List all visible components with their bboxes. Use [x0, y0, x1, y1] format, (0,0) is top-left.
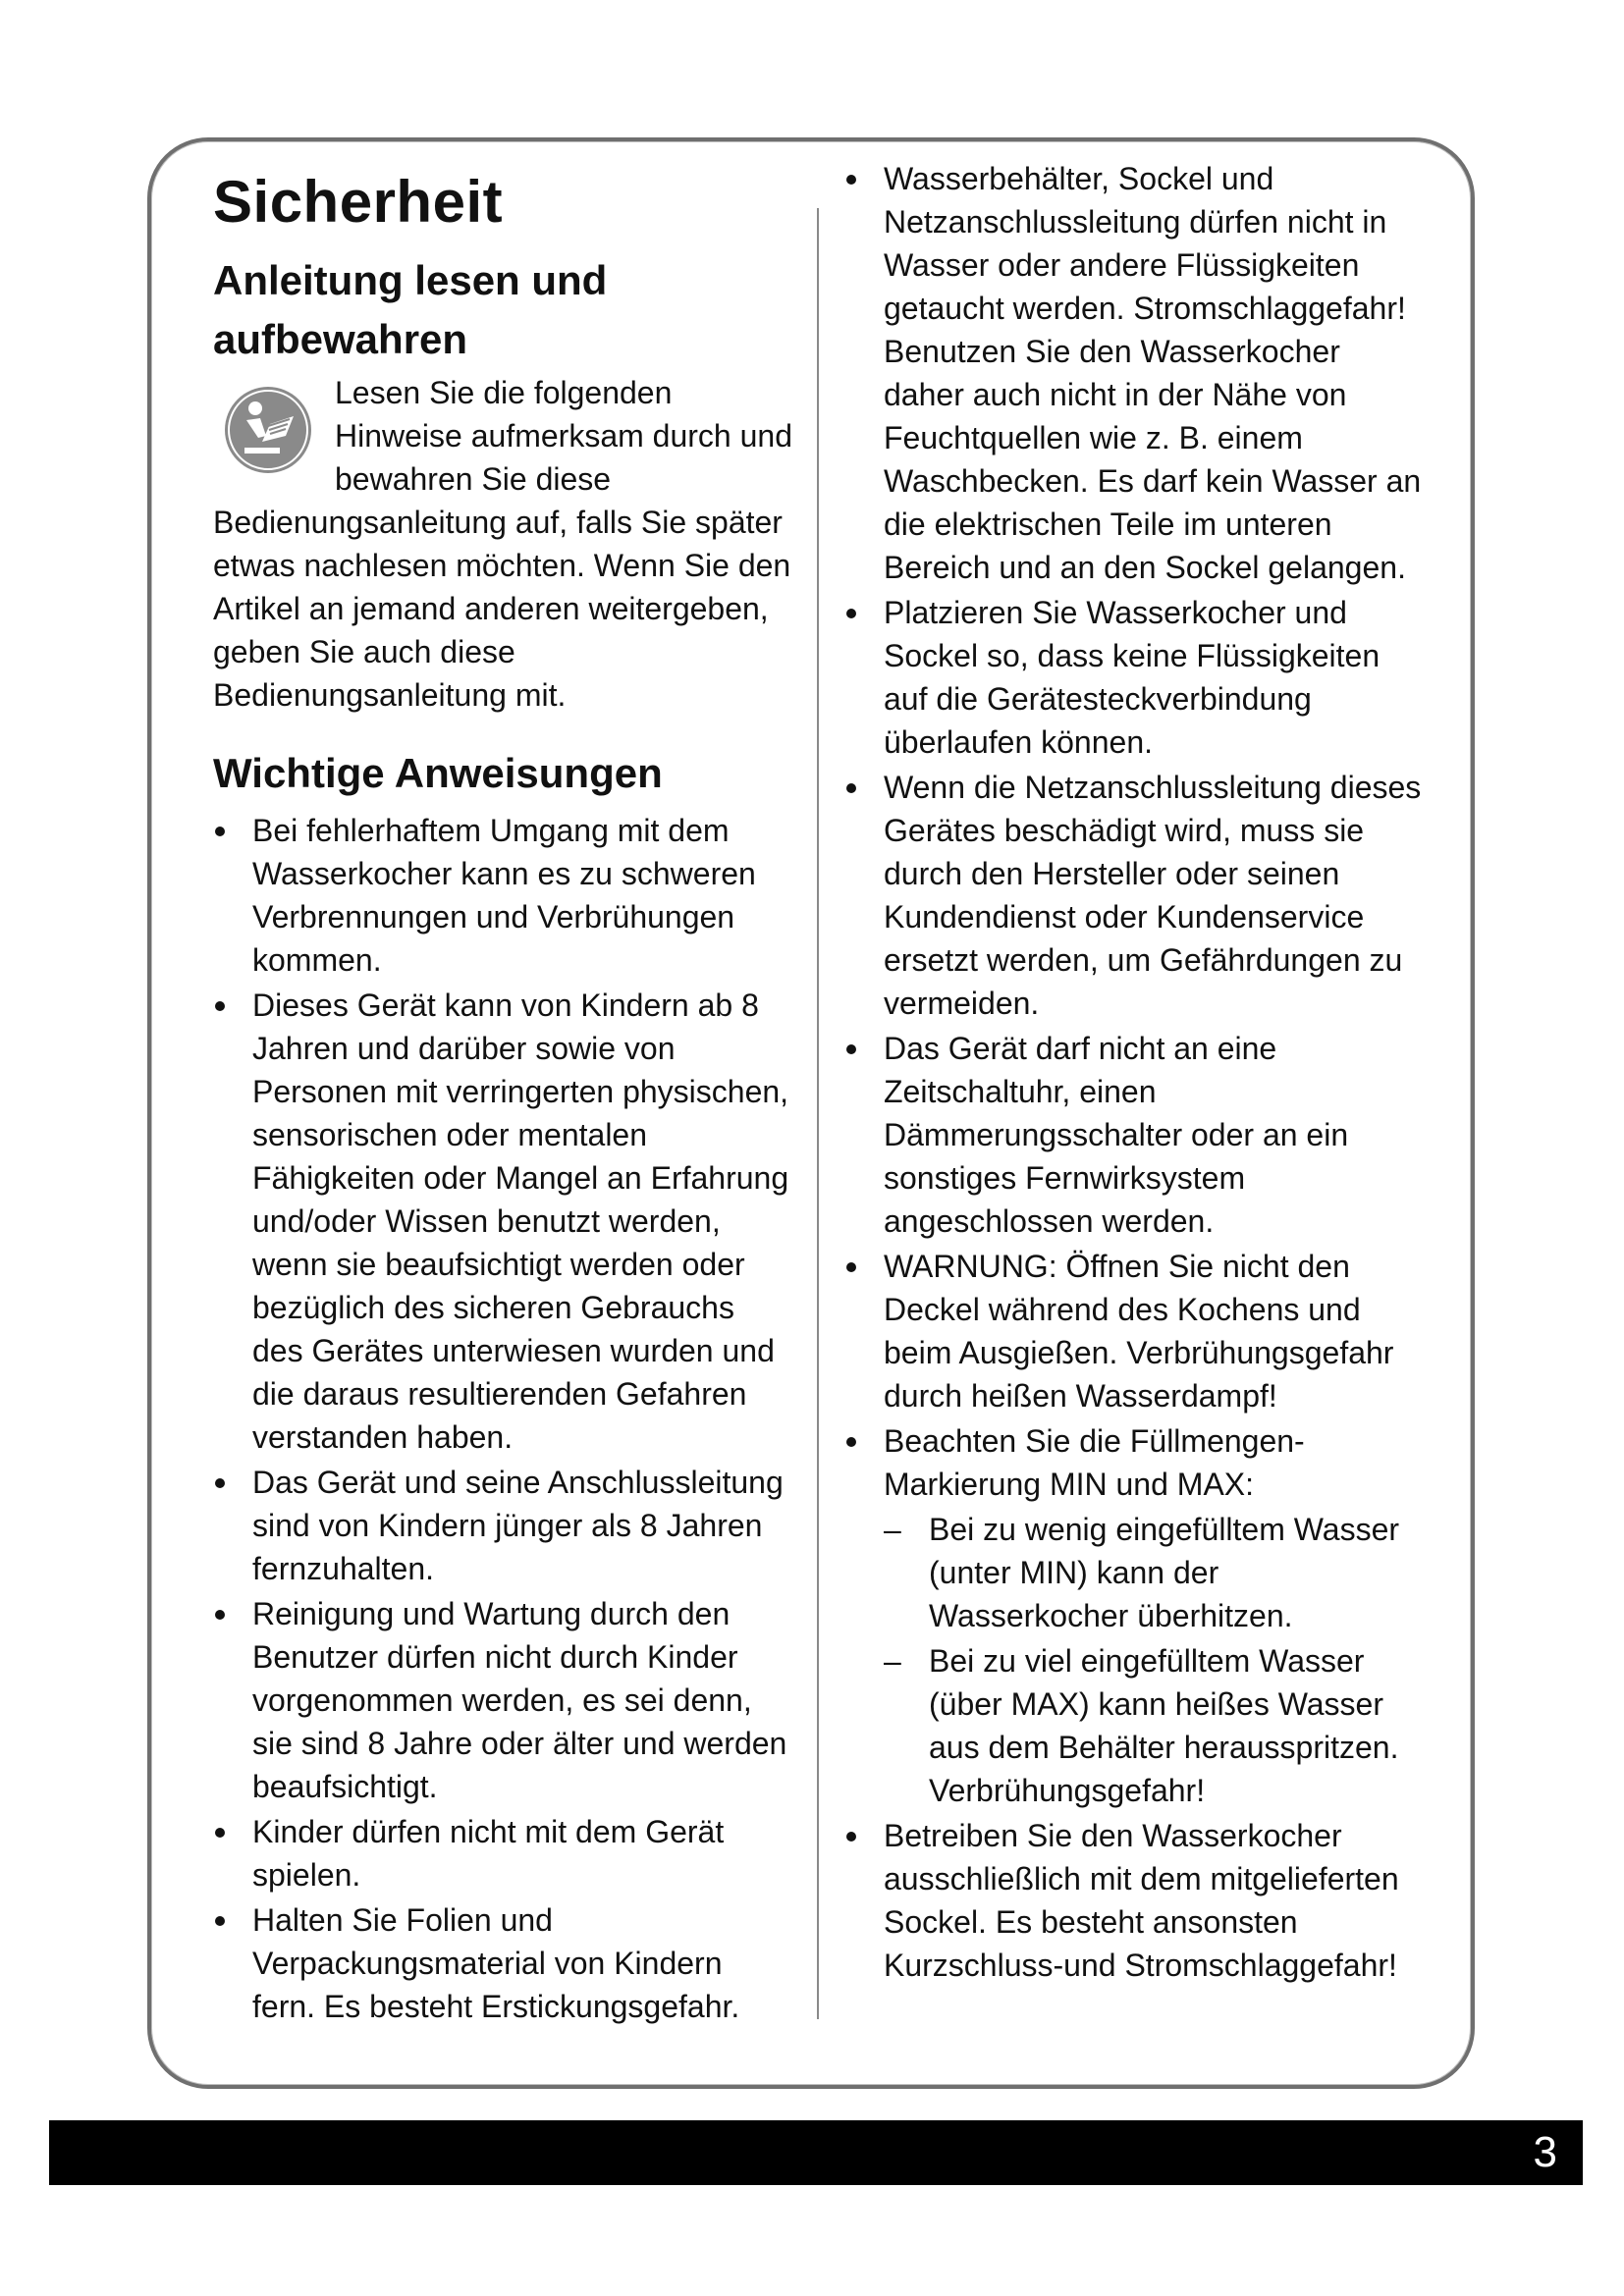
fill-marking-text: Beachten Sie die Füllmengen-Markierung MIN und MAX: [884, 1423, 1305, 1502]
list-item: Platzieren Sie Wasserkocher und Sockel so, dass keine Flüssigkeiten auf die Gerätesteckverbindung überlaufen können. [844, 591, 1424, 764]
list-item: Betreiben Sie den Wasserkocher ausschließlich mit dem mitgelieferten Sockel. Es besteht ansonsten Kurzschluss-und Stromschlaggefahr! [844, 1814, 1424, 1987]
important-list [213, 809, 792, 2028]
column-divider [817, 208, 819, 2019]
list-item: Das Gerät und seine Anschlussleitung sind von Kindern jünger als 8 Jahren fernzuhalten. [213, 1461, 792, 1590]
list-item: Kinder dürfen nicht mit dem Gerät spielen. [213, 1810, 792, 1896]
list-item: Wenn die Netzanschlussleitung dieses Gerätes beschädigt wird, muss sie durch den Hersteller oder seinen Kundendienst oder Kundenservice ersetzt werden, um Gefährdungen zu vermeiden. [844, 766, 1424, 1025]
list-item: Das Gerät darf nicht an eine Zeitschaltuhr, einen Dämmerungsschalter oder an ein sonstiges Fernwirksystem angeschlossen werden. [844, 1027, 1424, 1243]
left-column [213, 157, 792, 2030]
list-item: Reinigung und Wartung durch den Benutzer dürfen nicht durch Kinder vorgenommen werden, es sei denn, sie sind 8 Jahre oder älter und werden beaufsichtigt. [213, 1592, 792, 1808]
list-item: WARNUNG: Öffnen Sie nicht den Deckel während des Kochens und beim Ausgießen. Verbrühungsgefahr durch heißen Wasserdampf! [844, 1245, 1424, 1417]
fill-marking-sublist [884, 1508, 1424, 1812]
section-heading-read-instructions: Anleitung lesen und aufbewahren [213, 257, 608, 362]
list-item: Halten Sie Folien und Verpackungsmaterial von Kindern fern. Es besteht Erstickungsgefahr. [213, 1898, 792, 2028]
page-number: 3 [1533, 2128, 1557, 2176]
safety-list [844, 157, 1424, 1987]
right-column [844, 157, 1424, 1989]
list-item: Dieses Gerät kann von Kindern ab 8 Jahren und darüber sowie von Personen mit verringerten physischen, sensorischen oder mentalen Fähigkeiten oder Mangel an Erfahrung und/oder Wissen benutzt werden, wenn sie beaufsichtigt werden oder bezüglich des sicheren Gebrauchs des Gerätes unterwiesen wurden und die daraus resultierenden Gefahren verstanden haben. [213, 984, 792, 1459]
intro-paragraph-block [213, 371, 792, 717]
intro-text: Lesen Sie die folgenden Hinweise aufmerksam durch und bewahren Sie diese Bedienungsanleitung auf, falls Sie später etwas nachlesen möchten. Wenn Sie den Artikel an jemand anderen weitergeben, geben Sie auch diese Bedienungsanleitung mit. [213, 375, 792, 713]
read-manual-icon [223, 385, 313, 475]
page-title: Sicherheit [213, 169, 504, 235]
list-item: Bei fehlerhaftem Umgang mit dem Wasserkocher kann es zu schweren Verbrennungen und Verbrühungen kommen. [213, 809, 792, 982]
footer-bar [49, 2120, 1583, 2185]
section-heading-important: Wichtige Anweisungen [213, 750, 663, 796]
list-item: Wasserbehälter, Sockel und Netzanschlussleitung dürfen nicht in Wasser oder andere Flüssigkeiten getaucht werden. Stromschlaggefahr! Benutzen Sie den Wasserkocher daher auch nicht in der Nähe von Feuchtquellen wie z. B. einem Waschbecken. Es darf kein Wasser an die elektrischen Teile im unteren Bereich und an den Sockel gelangen. [844, 157, 1424, 589]
sub-list-item: – Bei zu viel eingefülltem Wasser (über MAX) kann heißes Wasser aus dem Behälter herausspritzen. Verbrühungsgefahr! [884, 1639, 1424, 1812]
sub-list-item: – Bei zu wenig eingefülltem Wasser (unter MIN) kann der Wasserkocher überhitzen. [884, 1508, 1424, 1637]
list-item-fill-marking [844, 1419, 1424, 1812]
